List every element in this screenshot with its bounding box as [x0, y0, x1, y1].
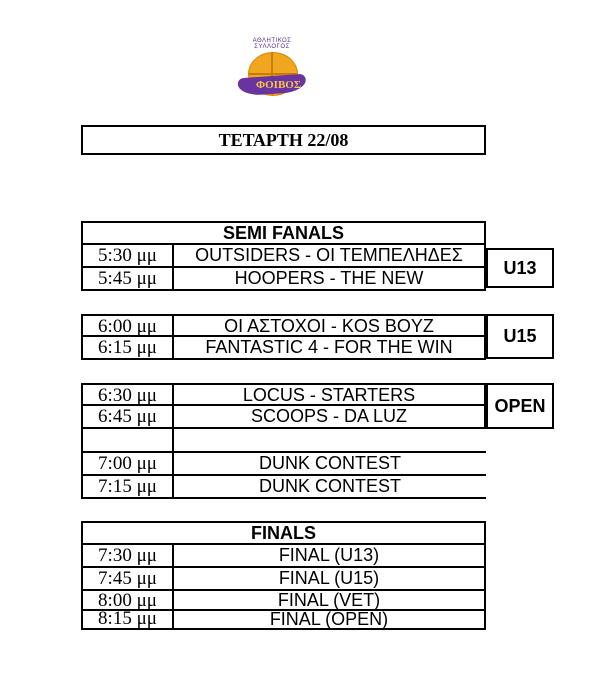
schedule-row [81, 268, 486, 291]
schedule-row [81, 476, 486, 499]
row-match: ΟΙ ΑΣΤΟΧΟΙ - KOS BOYZ [224, 316, 434, 336]
schedule-row [81, 608, 486, 630]
category-badge-u15: U15 [486, 314, 554, 359]
schedule-row [81, 406, 486, 429]
row-match: DUNK CONTEST [258, 476, 401, 496]
schedule-row [81, 568, 486, 591]
row-time: 7:30 μμ [83, 545, 174, 566]
row-match: FINAL (U13) [278, 545, 380, 565]
row-time: 6:45 μμ [83, 406, 174, 427]
row-match: LOCUS - STARTERS [242, 385, 416, 405]
schedule-row [81, 453, 486, 476]
row-match: FINAL (U15) [278, 568, 380, 588]
row-time: 8:15 μμ [83, 611, 174, 628]
row-time: 5:45 μμ [83, 268, 174, 289]
row-match: DUNK CONTEST [258, 453, 401, 473]
schedule-row-empty [81, 429, 486, 453]
row-time: 6:00 μμ [83, 316, 174, 335]
finals-header: FINALS [81, 521, 486, 545]
row-match: FANTASTIC 4 - FOR THE WIN [205, 337, 453, 357]
row-match: OUTSIDERS - ΟΙ ΤΕΜΠΕΛΗΔΕΣ [195, 245, 463, 265]
row-match: FINAL (VET) [277, 590, 381, 610]
row-match [174, 429, 486, 451]
schedule-row [81, 383, 486, 406]
semi-finals-header: SEMI FANALS [81, 221, 486, 245]
category-badge-open: OPEN [486, 383, 554, 429]
category-badge-u13: U13 [486, 248, 554, 288]
row-time: 7:45 μμ [83, 568, 174, 589]
logo-arc-text: ΑΘΛΗΤΙΚΟΣ ΣΥΛΛΟΓΟΣ [252, 38, 292, 50]
logo-club-name: ΦΟΙΒΟΣ [256, 79, 302, 91]
row-time [83, 429, 174, 451]
schedule-row [81, 314, 486, 337]
schedule-row [81, 545, 486, 568]
row-match: HOOPERS - THE NEW [234, 268, 424, 288]
row-time: 7:00 μμ [83, 453, 174, 474]
row-time: 6:15 μμ [83, 337, 174, 358]
row-match: SCOOPS - DA LUZ [250, 406, 408, 426]
page-title: ΤΕΤΑΡΤΗ 22/08 [81, 125, 486, 155]
row-match: FINAL (OPEN) [269, 609, 389, 629]
row-time: 6:30 μμ [83, 385, 174, 404]
row-time: 8:00 μμ [83, 591, 174, 609]
club-logo [232, 38, 312, 108]
schedule-row [81, 337, 486, 360]
row-time: 5:30 μμ [83, 245, 174, 266]
row-time: 7:15 μμ [83, 476, 174, 497]
schedule-row [81, 245, 486, 268]
